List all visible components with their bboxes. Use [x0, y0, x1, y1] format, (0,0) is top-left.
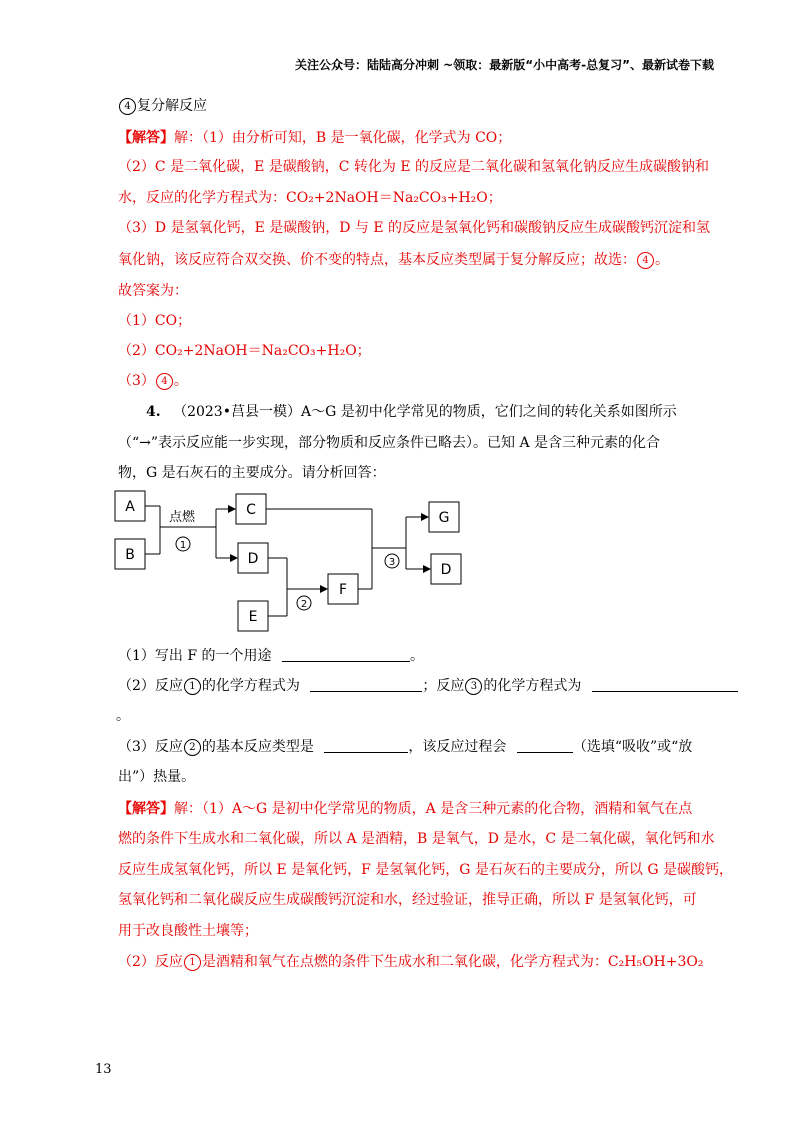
circled-number: 1	[184, 954, 201, 971]
question-stem-text: （2023•莒县一模）A～G 是初中化学常见的物质，它们之间的转化关系如图所示	[173, 404, 677, 420]
sub-question-text: （3）反应	[118, 739, 183, 755]
answer-blank[interactable]	[310, 677, 422, 692]
answer-blank[interactable]	[517, 738, 573, 753]
option-4-line	[118, 96, 207, 116]
node-a: A	[125, 499, 135, 515]
answer-line	[118, 128, 511, 148]
question-number: 4.	[146, 404, 161, 420]
sub-question-2	[118, 676, 738, 696]
final-answer-text: （3）	[118, 373, 155, 389]
answer-line	[118, 799, 692, 819]
answer-tag: 【解答】	[118, 130, 174, 146]
answer-text: 解：（1）由分析可知，B 是一氧化碳，化学式为 CO；	[174, 130, 512, 146]
period: 。	[173, 373, 188, 389]
sub-question-2-end: 。	[116, 708, 130, 724]
final-answer-line: （2）CO₂+2NaOH＝Na₂CO₃+H₂O；	[118, 343, 371, 359]
sub-question-text: （2）反应	[118, 678, 183, 694]
sub-question-3-end: 出”）热量。	[118, 769, 196, 785]
sub-question-text: 的化学方程式为	[201, 678, 300, 694]
answer-line: 反应生成氢氧化钙，所以 E 是氧化钙，F 是氢氧化钙，G 是石灰石的主要成分，所以 G 是碳酸钙，	[118, 862, 733, 878]
answer-text: （2）反应	[118, 954, 183, 970]
node-f: F	[338, 582, 348, 598]
sub-question-text: ；反应	[422, 678, 465, 694]
final-answer-title: 故答案为：	[118, 283, 188, 299]
node-e: E	[248, 609, 258, 625]
node-b: B	[125, 547, 135, 563]
condition-label: 点燃	[168, 510, 196, 525]
sub-question-text: 的化学方程式为	[483, 678, 582, 694]
sub-question-3	[118, 737, 692, 757]
sub-question-text: 的基本反应类型是	[201, 739, 314, 755]
answer-text: 解：（1）A～G 是初中化学常见的物质，A 是含三种元素的化合物，酒精和氧气在点	[174, 801, 693, 817]
circled-number: 4	[637, 252, 654, 269]
answer-line: 氢氧化钙和二氧化碳反应生成碳酸钙沉淀和水，经过验证，推导正确，所以 F 是氢氧化钙，可	[118, 892, 697, 908]
final-answer-line	[118, 371, 188, 391]
answer-blank[interactable]	[592, 677, 738, 692]
period: 。	[409, 648, 424, 664]
conversion-diagram	[110, 488, 480, 638]
answer-line	[118, 250, 669, 270]
page-number: 13	[95, 1062, 112, 1077]
answer-line: 燃的条件下生成水和二氧化碳，所以 A 是酒精，B 是氧气，D 是水，C 是二氧化碳，氧化钙和水	[118, 831, 715, 847]
question-4-stem-line: 物，G 是石灰石的主要成分。请分析回答：	[118, 465, 386, 481]
answer-tag: 【解答】	[118, 801, 174, 817]
circled-number: 2	[184, 739, 201, 756]
answer-line: 用于改良酸性土壤等；	[118, 923, 258, 939]
node-g: G	[438, 510, 450, 526]
circled-number: 3	[465, 678, 482, 695]
option-4-text: 复分解反应	[137, 98, 207, 114]
page-header: 关注公众号：陆陆高分冲刺 ~领取：最新版“小中高考-总复习”、最新试卷下载	[295, 58, 714, 72]
sub-question-text: （选填“吸收”或“放	[572, 739, 693, 755]
circled-number: 4	[119, 98, 136, 115]
answer-line: （3）D 是氢氧化钙，E 是碳酸钠，D 与 E 的反应是氢氧化钙和碳酸钠反应生成碳酸钙沉淀和氢	[118, 220, 711, 236]
sub-question-text: ，该反应过程会	[408, 739, 507, 755]
answer-line: （2）C 是二氧化碳，E 是碳酸钠，C 转化为 E 的反应是二氧化碳和氢氧化钠反应生成碳酸钠和	[118, 159, 710, 175]
period: 。	[655, 252, 669, 268]
answer-blank[interactable]	[282, 647, 410, 662]
reaction-mark-2: 2	[300, 599, 308, 610]
answer-text: 氧化钠，该反应符合双交换、价不变的特点，基本反应类型属于复分解反应；故选：	[118, 252, 636, 268]
sub-question-1	[118, 646, 424, 666]
answer-blank[interactable]	[324, 738, 408, 753]
circled-number: 1	[184, 678, 201, 695]
circled-number: 4	[156, 373, 173, 390]
node-c: C	[246, 502, 256, 518]
sub-question-text: （1）写出 F 的一个用途	[118, 648, 272, 664]
question-4-stem-line	[146, 402, 677, 422]
node-d: D	[247, 551, 259, 567]
node-d-output: D	[440, 562, 452, 578]
question-4-stem-line: （“→”表示反应能一步实现，部分物质和反应条件已略去）。已知 A 是含三种元素的化合	[118, 435, 661, 451]
answer-line	[118, 952, 703, 972]
reaction-mark-3: 3	[388, 557, 396, 568]
reaction-mark-1: 1	[179, 540, 187, 551]
final-answer-line: （1）CO；	[118, 313, 192, 329]
answer-line: 水，反应的化学方程式为：CO₂+2NaOH＝Na₂CO₃+H₂O；	[118, 190, 502, 206]
answer-text: 是酒精和氧气在点燃的条件下生成水和二氧化碳，化学方程式为：C₂H₅OH+3O₂	[201, 954, 704, 970]
